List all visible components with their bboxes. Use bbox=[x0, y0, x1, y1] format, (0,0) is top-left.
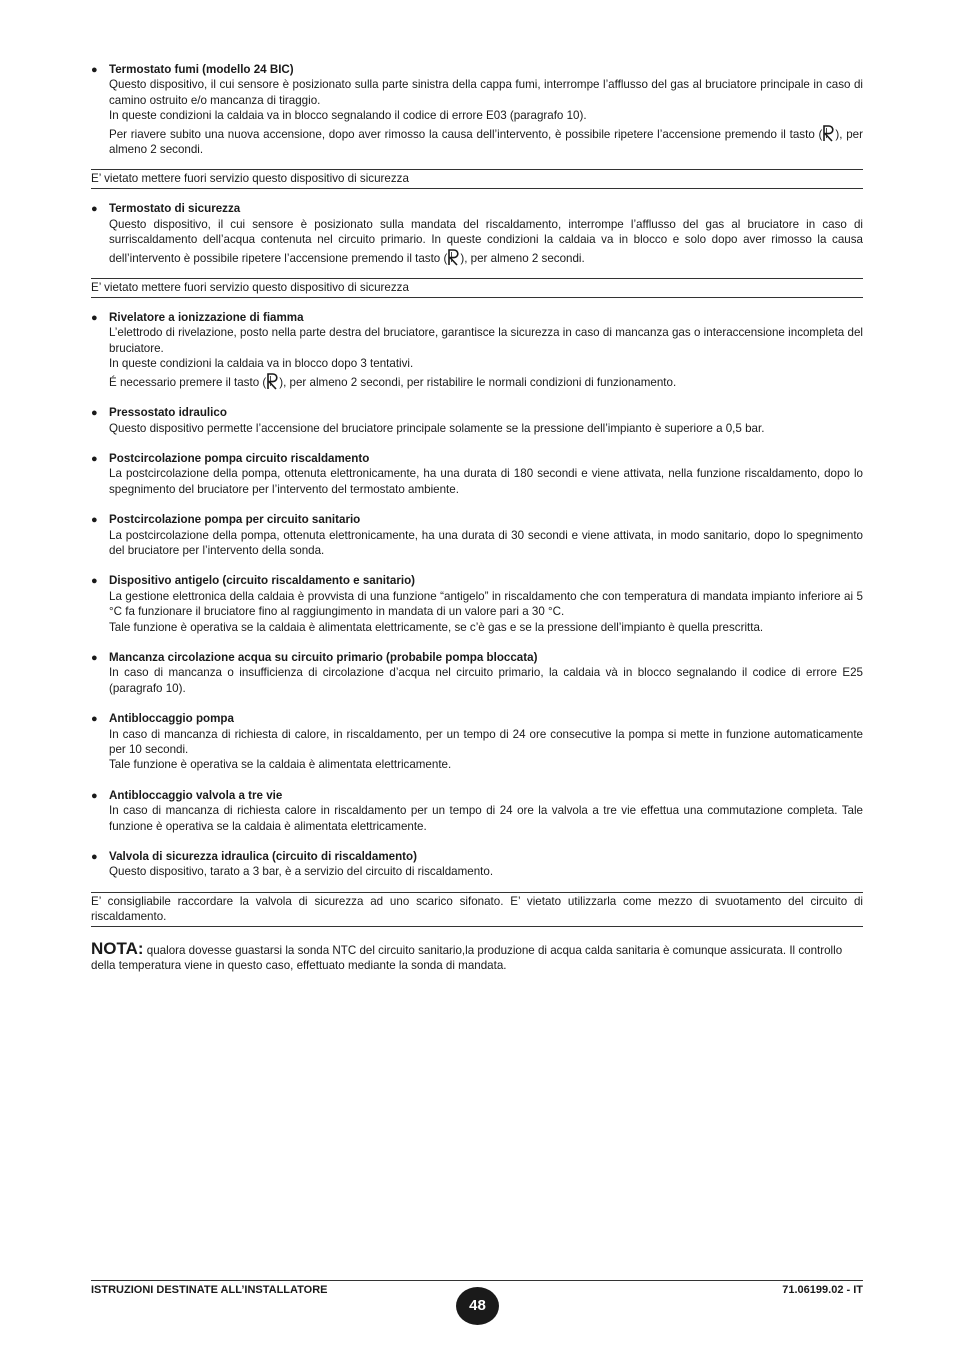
bullet-icon: ● bbox=[91, 651, 98, 664]
section-text: La postcircolazione della pompa, ottenuta elettronicamente, ha una durata di 180 secondi e viene attivata, nella funzione riscaldamento, dopo lo spegnimento del bruciatore per l’intervento del termostato ambiente. bbox=[109, 467, 863, 496]
section-valvola-sicurezza bbox=[91, 849, 863, 880]
section-title: Valvola di sicurezza idraulica (circuito di riscaldamento) bbox=[109, 850, 417, 864]
section-title: Pressostato idraulico bbox=[109, 406, 227, 420]
bullet-icon: ● bbox=[91, 575, 98, 588]
section-title: Termostato di sicurezza bbox=[109, 202, 241, 216]
section-title: Mancanza circolazione acqua su circuito primario (probabile pompa bloccata) bbox=[109, 650, 538, 664]
footer-divider bbox=[91, 1280, 863, 1281]
section-text: La postcircolazione della pompa, ottenuta elettronicamente, ha una durata di 30 secondi e viene attivata, in modo sanitario, dopo lo spegnimento del bruciatore per l’intervento della sonda. bbox=[109, 528, 863, 557]
section-title: Postcircolazione pompa circuito riscaldamento bbox=[109, 451, 370, 465]
bullet-icon: ● bbox=[91, 407, 98, 420]
safety-notice: E’ vietato mettere fuori servizio questo dispositivo di sicurezza bbox=[91, 278, 863, 298]
section-text: In queste condizioni la caldaia va in blocco segnalando il codice di errore E03 (paragrafo 10). bbox=[109, 109, 587, 123]
bullet-icon: ● bbox=[91, 713, 98, 726]
section-antibloccaggio-valvola bbox=[91, 788, 863, 834]
section-postcircolazione-sanitario bbox=[91, 512, 863, 558]
section-text: Questo dispositivo, il cui sensore è posizionato sulla mandata del riscaldamento, interrompe l’afflusso del gas al bruciatore in caso di surriscaldamento dell’acqua contenuta nel circuito primario. In queste condizioni la caldaia va in blocco e solo dopo aver rimosso la causa dell’intervento è possibile ripetere l’accensione premendo il tasto ( ), per almeno 2 secondi. bbox=[109, 217, 863, 265]
section-title: Antibloccaggio pompa bbox=[109, 712, 234, 726]
section-title: Antibloccaggio valvola a tre vie bbox=[109, 788, 283, 802]
valve-notice: E’ consigliabile raccordare la valvola di sicurezza ad uno scarico sifonato. E’ vietato utilizzarla come mezzo di svuotamento del circuito di riscaldamento. bbox=[91, 892, 863, 927]
bullet-icon: ● bbox=[91, 312, 98, 325]
section-text: Questo dispositivo, il cui sensore è posizionato sulla parte sinistra della cappa fumi, interrompe l’afflusso del gas al bruciatore principale in caso di camino ostruito e/o mancanza di tiraggio. bbox=[109, 78, 863, 107]
reset-key-icon bbox=[266, 372, 279, 390]
section-text: Tale funzione è operativa se la caldaia è alimentata elettricamente, se c’è gas e se la pressione dell’impianto è quella prescritta. bbox=[109, 620, 764, 634]
bullet-icon: ● bbox=[91, 452, 98, 465]
section-text: La gestione elettronica della caldaia è provvista di una funzione “antigelo” in riscaldamento che con temperatura di mandata impianto inferiore ai 5 °C fa funzionare il bruciatore fino al raggiungimento in mandata di un valore pari a 30 °C. bbox=[109, 589, 863, 619]
section-text: Tale funzione è operativa se la caldaia è alimentata elettricamente. bbox=[109, 758, 452, 772]
page-content bbox=[91, 62, 863, 974]
section-text: In queste condizioni la caldaia va in blocco dopo 3 tentativi. bbox=[109, 357, 414, 371]
section-title: Termostato fumi (modello 24 BIC) bbox=[109, 63, 294, 76]
bullet-icon: ● bbox=[91, 203, 98, 216]
section-termostato-sicurezza bbox=[91, 201, 863, 266]
footer-left-label: ISTRUZIONI DESTINATE ALL’INSTALLATORE bbox=[91, 1284, 328, 1296]
bullet-icon: ● bbox=[91, 789, 98, 802]
bullet-icon: ● bbox=[91, 851, 98, 864]
safety-notice: E’ vietato mettere fuori servizio questo dispositivo di sicurezza bbox=[91, 169, 863, 189]
section-mancanza-circolazione bbox=[91, 650, 863, 696]
reset-key-icon bbox=[822, 124, 835, 142]
section-termostato-fumi bbox=[91, 62, 863, 157]
section-text: Questo dispositivo permette l’accensione del bruciatore principale solamente se la pressione dell’impianto è superiore a 0,5 bar. bbox=[109, 421, 765, 435]
nota-paragraph bbox=[91, 938, 863, 974]
nota-text: qualora dovesse guastarsi la sonda NTC del circuito sanitario,la produzione di acqua calda sanitaria è comunque assicurata. Il controllo della temperatura viene in questo caso, effettuato mediante la sonda di mandata. bbox=[91, 943, 843, 973]
section-antigelo bbox=[91, 573, 863, 635]
bullet-icon: ● bbox=[91, 64, 98, 76]
section-rivelatore bbox=[91, 310, 863, 390]
footer-document-code: 71.06199.02 - IT bbox=[782, 1284, 863, 1296]
section-title: Postcircolazione pompa per circuito sanitario bbox=[109, 513, 361, 527]
section-pressostato bbox=[91, 405, 863, 436]
page-number-badge: 48 bbox=[456, 1287, 499, 1325]
section-text: In caso di mancanza di richiesta di calore, in riscaldamento, per un tempo di 24 ore consecutive la pompa si mette in funzione automaticamente per 10 secondi. bbox=[109, 727, 863, 756]
bullet-icon: ● bbox=[91, 514, 98, 527]
section-title: Rivelatore a ionizzazione di fiamma bbox=[109, 311, 304, 325]
section-postcircolazione-riscaldamento bbox=[91, 451, 863, 497]
section-text: In caso di mancanza o insufficienza di circolazione d’acqua nel circuito primario, la caldaia và in blocco segnalando il codice di errore E25 (paragrafo 10). bbox=[109, 666, 863, 695]
section-text: É necessario premere il tasto ( ), per almeno 2 secondi, per ristabilire le normali condizioni di funzionamento. bbox=[109, 372, 863, 390]
nota-label: NOTA: bbox=[91, 938, 144, 958]
section-text: L’elettrodo di rivelazione, posto nella parte destra del bruciatore, garantisce la sicurezza in caso di mancanza gas o interaccensione incompleta del bruciatore. bbox=[109, 326, 863, 355]
section-antibloccaggio-pompa bbox=[91, 711, 863, 773]
section-title: Dispositivo antigelo (circuito riscaldamento e sanitario) bbox=[109, 574, 416, 588]
section-text: Questo dispositivo, tarato a 3 bar, è a servizio del circuito di riscaldamento. bbox=[109, 865, 494, 879]
reset-key-icon bbox=[447, 248, 460, 266]
section-text: Per riavere subito una nuova accensione, dopo aver rimosso la causa dell’intervento, è possibile ripetere l’accensione premendo il tasto ( ), per almeno 2 secondi. bbox=[109, 124, 863, 158]
section-text: In caso di mancanza di richiesta calore in riscaldamento per un tempo di 24 ore la valvola a tre vie effettua una commutazione completa. Tale funzione è operativa se la caldaia è alimentata elettricamente. bbox=[109, 804, 863, 833]
